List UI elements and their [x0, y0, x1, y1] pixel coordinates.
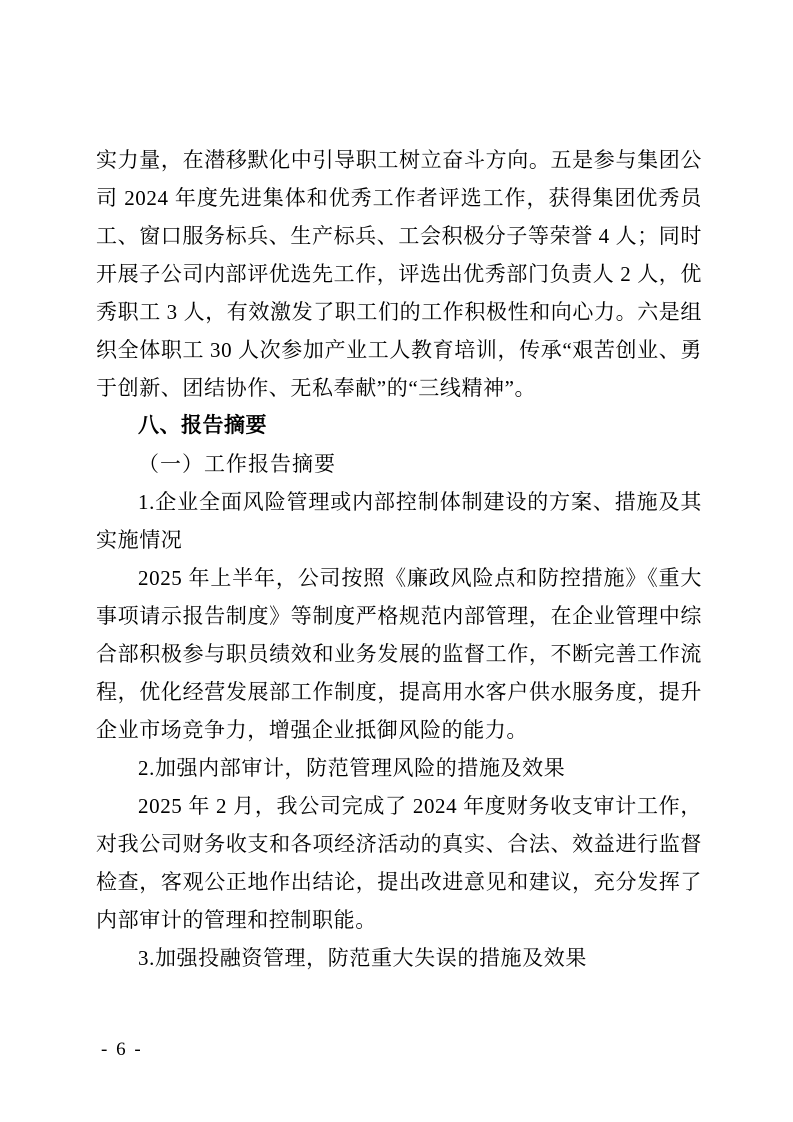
subsection-heading: （一）工作报告摘要: [138, 452, 336, 476]
page-number: - 6 -: [101, 1039, 143, 1060]
body-paragraph-continuation: 实力量，在潜移默化中引导职工树立奋斗方向。五是参与集团公司 2024 年度先进集体和优秀工作者评选工作，获得集团优秀员工、窗口服务标兵、生产标兵、工会积极分子等荣誉 4 人；同时开展子公司内部评优选先工作，评选出优秀部门负责人 2 人，优秀职工 3 人，有效激发了职工们的工作积极性和向心力。六是组织全体职工 30 人次参加产业工人教育培训，传承“艰苦创业、勇于创新、团结协作、无私奉献”的“三线精神”。: [96, 148, 702, 400]
numbered-item-3: 3.加强投融资管理，防范重大失误的措施及效果: [138, 946, 587, 970]
document-body: [96, 141, 702, 977]
section-heading: 八、报告摘要: [138, 414, 267, 437]
numbered-item-2: 2.加强内部审计，防范管理风险的措施及效果: [138, 756, 566, 780]
body-paragraph: 2025 年上半年，公司按照《廉政风险点和防控措施》《重大事项请示报告制度》等制度严格规范内部管理，在企业管理中综合部积极参与职员绩效和业务发展的监督工作，不断完善工作流程，优化经营发展部工作制度，提高用水客户供水服务度，提升企业市场竞争力，增强企业抵御风险的能力。: [96, 566, 702, 742]
numbered-item-1: 1.企业全面风险管理或内部控制体制建设的方案、措施及其实施情况: [96, 490, 702, 552]
body-paragraph: 2025 年 2 月，我公司完成了 2024 年度财务收支审计工作，对我公司财务收支和各项经济活动的真实、合法、效益进行监督检查，客观公正地作出结论，提出改进意见和建议，充分发挥了内部审计的管理和控制职能。: [96, 794, 702, 932]
